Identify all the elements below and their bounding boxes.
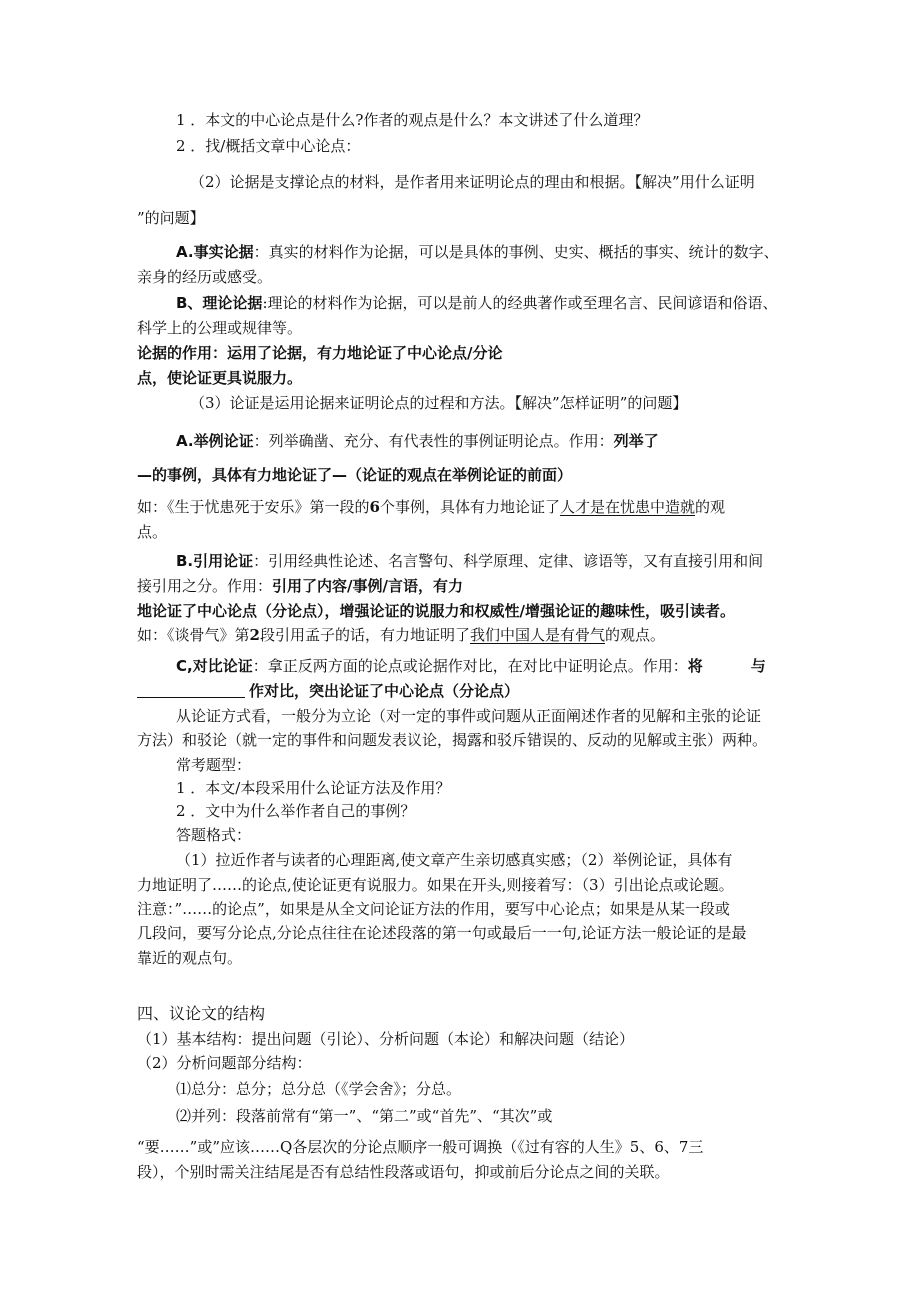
contrast-argument-word-b: 与	[750, 657, 766, 675]
fact-evidence-line1	[176, 242, 779, 262]
quote-sample	[137, 625, 665, 645]
common-question-1: 1 ．本文/本段采用什么论证方法及作用？	[176, 779, 451, 797]
example-sample-suffix: 的观	[694, 498, 725, 516]
contrast-argument-label: C,对比论证	[176, 657, 253, 675]
evidence-role-line2: 点，使论证更具说服力。	[137, 369, 303, 387]
example-sample-prefix: 如：《生于忧患死于安乐》第一段的	[137, 498, 370, 516]
theory-evidence-line1	[176, 293, 778, 313]
answer-format-line2: 力地证明了……的论点,使论证更有说服力。如果在开头,则接着写：（3）引出论点或论题。	[137, 876, 734, 894]
contrast-argument-word-a: 将	[687, 657, 703, 675]
fact-evidence-line2: 亲身的经历或感受。	[137, 268, 273, 286]
example-argument-line1	[176, 431, 659, 451]
question-2: 2 ．找/概括文章中心论点：	[176, 137, 361, 155]
quote-argument-label: B.引用论证	[176, 552, 254, 570]
argumentation-intro: （3）论证是运用论据来证明论点的过程和方法。【解决”怎样证明”的问题】	[190, 394, 688, 412]
quote-argument-effect: 引用了内容/事例/言语，有力	[272, 577, 463, 595]
example-sample-line1	[137, 497, 725, 517]
quote-argument-line3: 地论证了中心论点（分论点），增强论证的说服力和权威性/增强论证的趣味性，吸引读者。	[137, 602, 735, 620]
structure-item-2: ⑵并列：段落前常有“第一”、“第二”或“首先”、“其次”或	[176, 1107, 553, 1125]
answer-format-label: 答题格式：	[176, 826, 252, 844]
structure-item-3-line1: “要……”或”应该……Q各层次的分论点顺序一般可调换（《过有容的人生》5、6、7三	[137, 1138, 704, 1156]
structure-item-1: ⑴总分：总分；总分总（《学会舍》；分总。	[176, 1080, 462, 1098]
quote-sample-middle: 段引用孟子的话，有力地证明了	[259, 626, 470, 644]
quote-argument-line2	[137, 576, 463, 596]
contrast-argument-text: ：拿正反两方面的论点或论据作对比，在对比中证明论点。作用：	[252, 657, 688, 675]
fact-evidence-label: A.事实论据	[176, 243, 254, 261]
quote-sample-paragraph: 2	[249, 626, 260, 644]
theory-evidence-text: :理论的材料作为论据，可以是前人的经典著作或至理名言、民间谚语和俗语、	[262, 294, 778, 312]
contrast-argument-line2	[137, 681, 519, 701]
example-sample-count: 6	[369, 498, 380, 516]
example-argument-line2: —的事例，具体有力地论证了—（论证的观点在举例论证的前面）	[137, 466, 573, 484]
common-question-2: 2 ．文中为什么举作者自己的事例？	[176, 802, 416, 820]
contrast-argument-effect: 作对比，突出论证了中心论点（分论点）	[249, 682, 520, 700]
evidence-role-line1: 论据的作用：运用了论据，有力地论证了中心论点/分论	[137, 344, 503, 362]
answer-format-line5: 靠近的观点句。	[137, 949, 243, 967]
theory-evidence-label: B、理论论据	[176, 294, 263, 312]
answer-format-line3: 注意：”……的论点”，如果是从全文问论证方法的作用，要写中心论点；如果是从某一段或	[137, 900, 730, 918]
quote-argument-effect-label: 接引用之分。作用：	[137, 577, 273, 595]
structure-heading: 四、议论文的结构	[137, 1004, 266, 1023]
theory-evidence-line2: 科学上的公理或规律等。	[137, 319, 303, 337]
structure-analysis: （2）分析问题部分结构：	[137, 1054, 312, 1072]
quote-argument-line1	[176, 551, 763, 571]
evidence-intro-line2: ”的问题】	[137, 209, 205, 227]
answer-format-line1: （1）拉近作者与读者的心理距离,使文章产生亲切感真实感；（2）举例论证，具体有	[176, 851, 733, 869]
example-sample-line2: 点。	[137, 523, 168, 541]
fact-evidence-text: ：真实的材料作为论据，可以是具体的事例、史实、概括的事实、统计的数字、	[253, 243, 779, 261]
quote-sample-underlined: 我们中国人是有骨气	[469, 626, 605, 644]
structure-item-3-line2: 段），个别时需关注结尾是否有总结性段落或语句，抑或前后分论点之间的关联。	[137, 1163, 670, 1181]
method-line2: 方法）和驳论（就一定的事件和问题发表议论，揭露和驳斥错误的、反动的见解或主张）两种。	[137, 731, 768, 749]
contrast-argument-line1	[176, 656, 766, 676]
evidence-intro-line1: （2）论据是支撑论点的材料，是作者用来证明论点的理由和根据。【解决”用什么证明	[190, 173, 755, 191]
example-argument-label: A.举例论证	[176, 432, 254, 450]
quote-argument-text: ：引用经典性论述、名言警句、科学原理、定律、谚语等，又有直接引用和间	[253, 552, 764, 570]
method-line1: 从论证方式看，一般分为立论（对一定的事件或问题从正面阐述作者的见解和主张的论证	[176, 707, 762, 725]
structure-basic: （1）基本结构：提出问题（引论）、分析问题（本论）和解决问题（结论）	[137, 1030, 635, 1048]
quote-sample-suffix: 的观点。	[604, 626, 665, 644]
example-sample-underlined: 人才是在忧患中造就	[559, 498, 695, 516]
example-sample-middle: 个事例，具体有力地论证了	[379, 498, 560, 516]
example-argument-text: ：列举确凿、充分、有代表性的事例证明论点。作用：	[253, 432, 614, 450]
answer-format-line4: 几段问，要写分论点,分论点往往在论述段落的第一句或最后一一句,论证方法一般论证的是最	[137, 924, 747, 942]
quote-sample-prefix: 如：《谈骨气》第	[137, 626, 250, 644]
example-argument-effect: 列举了	[613, 432, 659, 450]
common-questions-label: 常考题型：	[176, 756, 252, 774]
fill-in-blank	[137, 683, 245, 698]
question-1: 1 ．本文的中心论点是什么?作者的观点是什么？本文讲述了什么道理？	[176, 111, 649, 129]
